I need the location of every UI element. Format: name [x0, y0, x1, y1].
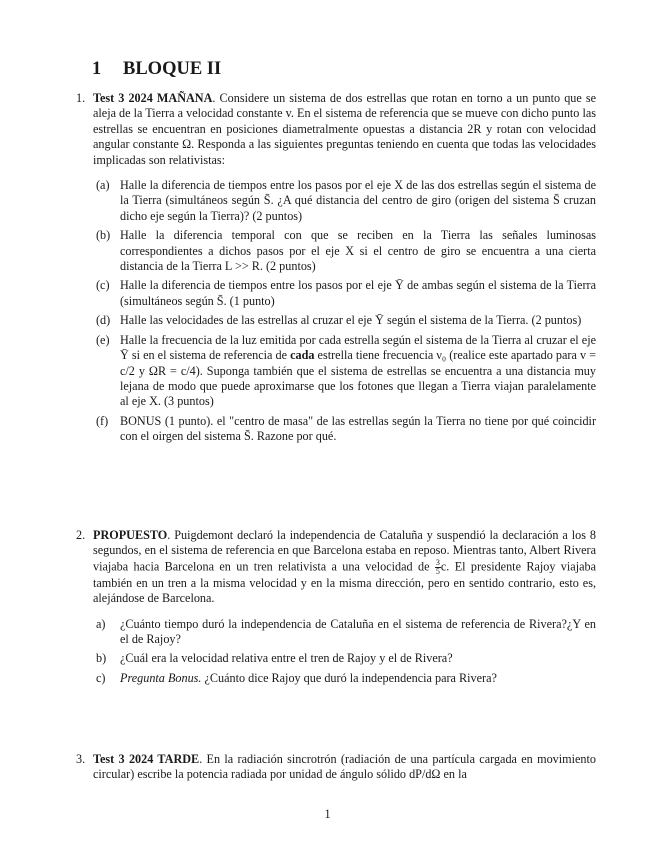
problem-1-title: Test 3 2024 MAÑANA [93, 91, 213, 105]
problem-1-item-d [96, 313, 596, 328]
section-title: BLOQUE II [123, 59, 222, 79]
item-label: (e) [96, 332, 110, 347]
item-label: (f) [96, 413, 109, 428]
item-text: Halle las velocidades de las estrellas al cruzar el eje Ȳ según el sistema de la Tierra. (2 puntos) [120, 313, 582, 328]
item-text: ¿Cuánto dice Rajoy que duró la independencia para Rivera? [201, 670, 497, 685]
item-label: c) [96, 670, 106, 685]
problem-2-title: PROPUESTO [93, 528, 168, 542]
item-text-bold: cada [290, 348, 315, 363]
item-text: Halle la diferencia temporal con que se reciben en la Tierra las señales luminosas correspondientes a dichos pasos por el eje X si el centro de giro se encuentra a una cierta distancia de la Tierra L >> R. (2 puntos) [120, 228, 596, 274]
fraction-denominator: 5 [435, 566, 440, 576]
problem-2-intro-cont: c. El presidente Rajoy viajaba también en un tren a la misma velocidad y en la misma dirección, pero en sentido contrario, esto es, alejándose de Barcelona. [93, 559, 596, 606]
problem-1-item-e [96, 333, 596, 410]
problem-1-intro: . Considere un sistema de dos estrellas que rotan en torno a un punto que se aleja de la Tierra a velocidad constante v. En el sistema de referencia que se mueve con dicho punto las estrellas se encuentran en posiciones diametralmente opuestas a distancia 2R y rotan con velocidad angular constante Ω. Responda a las siguientes preguntas teniendo en cuenta que todas las velocidades implicadas son relativistas: [93, 91, 597, 167]
problem-3-title: Test 3 2024 TARDE [93, 752, 200, 766]
item-label: b) [96, 651, 107, 666]
problem-2-number: 2. [76, 528, 86, 542]
problem-1-item-b [96, 228, 596, 274]
item-text: ¿Cuál era la velocidad relativa entre el tren de Rajoy y el de Rivera? [120, 651, 453, 666]
item-label: (d) [96, 313, 111, 328]
problem-3-number: 3. [76, 752, 86, 766]
problem-1-item-f [96, 414, 596, 445]
problem-2-item-b [96, 651, 596, 666]
problem-2-item-a [96, 617, 596, 648]
problem-2 [76, 528, 596, 690]
item-text: Halle la frecuencia de la luz emitida por cada estrella según el sistema de la Tierra al cruzar el eje Ȳ si en el sistema de referencia de [120, 332, 596, 363]
item-text: Halle la diferencia de tiempos entre los pasos por el eje Ȳ de ambas según el sistema de la Tierra (simultáneos según S̄. (1 punto) [120, 278, 596, 308]
problem-1-subquestions [76, 178, 596, 445]
item-text: Halle la diferencia de tiempos entre los pasos por el eje X de las dos estrellas según el sistema de la Tierra (simultáneos según S̄. ¿A qué distancia del centro de giro (origen del sistema S̄ cruzan dicho eje según la Tierra)? (2 puntos) [120, 178, 596, 223]
item-label: (c) [96, 278, 110, 293]
problem-1 [76, 91, 596, 449]
problem-1-item-a [96, 178, 596, 224]
problem-2-intro: . Puigdemont declaró la independencia de Cataluña y suspendió la declaración a los 8 segundos, en el sistema de referencia en que Barcelona estaba en reposo. Mientras tanto, Albert Rivera viajaba hacia Barcelona en un tren relativista a una velocidad de [93, 528, 596, 574]
problem-1-statement [76, 91, 596, 168]
problem-3-intro: . En la radiación sincrotrón (radiación de una partícula cargada en movimiento circular) escribe la potencia radiada por unidad de ángulo sólido dP/dΩ en la [93, 752, 596, 782]
item-text: ¿Cuánto tiempo duró la independencia de Cataluña en el sistema de referencia de Rivera?¿Y en el de Rajoy? [120, 616, 596, 647]
item-text-italic: Pregunta Bonus. [120, 670, 202, 685]
page-number: 1 [324, 807, 331, 821]
item-label: (a) [96, 178, 110, 193]
item-label: (b) [96, 228, 111, 243]
problem-1-number: 1. [76, 91, 86, 105]
item-label: a) [96, 616, 106, 631]
item-text: BONUS (1 punto). el "centro de masa" de las estrellas según la Tierra no tiene por qué coincidir con el oirgen del sistema S̄. Razone por qué. [120, 413, 596, 444]
problem-1-item-c [96, 278, 596, 309]
fraction-numerator: 3 [435, 557, 440, 567]
problem-3 [76, 752, 596, 783]
problem-3-statement [76, 752, 596, 783]
problem-2-subquestions [76, 617, 596, 687]
problem-2-item-c [96, 671, 596, 686]
section-number: 1 [92, 59, 102, 79]
item-text: estrella tiene frecuencia ν₀ (realice este apartado para v = c/2 y ΩR = c/4). Suponga también que el sistema de estrellas se encuentra a una distancia muy lejana de modo que puede aproximarse que los fotones que llegan a Tierra viajan paralelamente al eje X. (3 puntos) [120, 348, 596, 409]
section-heading [92, 58, 221, 80]
problem-2-statement [76, 528, 596, 607]
